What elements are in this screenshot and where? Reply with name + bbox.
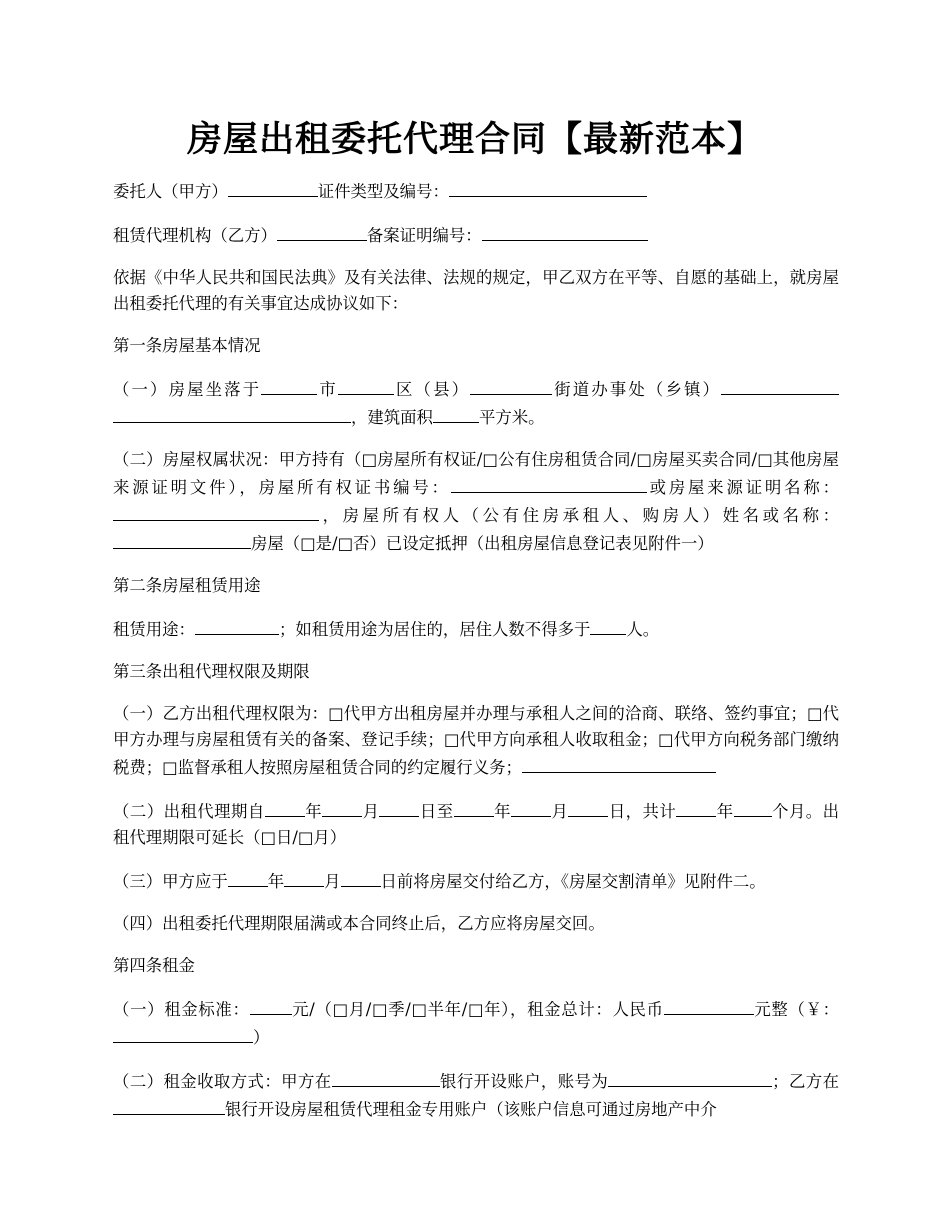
blank-field (758, 797, 772, 817)
blank-field (332, 1067, 440, 1087)
blank-field (616, 753, 716, 773)
blank-field (338, 375, 394, 395)
blank-field (113, 403, 351, 423)
preamble-paragraph: 依据《中华人民共和国民法典》及有关法律、法规的规定，甲乙双方在平等、自愿的基础上，就房屋出租委托代理的有关事宜达成协议如下： (113, 268, 839, 313)
blank-field (228, 177, 318, 197)
section-heading-1: 第一条房屋基本情况 (113, 336, 261, 355)
blank-field (379, 797, 419, 817)
blank-field (261, 375, 317, 395)
section-heading-4: 第四条租金 (113, 956, 195, 975)
blank-field (511, 797, 551, 817)
blank-field (250, 995, 292, 1015)
clause-3-3: （三）甲方应于 年 月 日前将房屋交付给乙方，《房屋交割清单》见附件二。 (113, 867, 839, 895)
clause-3-4: （四）出租委托代理期限届满或本合同终止后，乙方应将房屋交回。 (113, 914, 605, 933)
clause-2: 租赁用途： ；如租赁用途为居住的，居住人数不得多于 人。 (113, 615, 839, 643)
blank-field (449, 177, 647, 197)
blank-field (734, 797, 758, 817)
blank-field (522, 753, 616, 773)
document-body (113, 177, 839, 1139)
blank-field (228, 867, 268, 887)
blank-field (454, 797, 494, 817)
principal-line: 委托人（甲方） 证件类型及编号： (113, 177, 839, 205)
blank-field (195, 615, 279, 635)
document-title: 房屋出租委托代理合同【最新范本】 (186, 119, 763, 160)
clause-3-1: （一）乙方出租代理权限为：□代甲方出租房屋并办理与承租人之间的洽商、联络、签约事宜；□代甲方办理与房屋租赁有关的备案、登记手续；□代甲方向承租人收取租金；□代甲方向税务部门缴纳税费；□监督承租人按照房屋租赁合同的约定履行义务； (113, 704, 839, 777)
blank-field (676, 797, 716, 817)
blank-field (113, 1023, 253, 1043)
blank-field (113, 1095, 225, 1115)
clause-4-2: （二）租金收取方式：甲方在 银行开设账户，账号为 ；乙方在银行开设房屋租赁代理租金专用账户（该账户信息可通过房地产中介 (113, 1067, 839, 1123)
section-heading-2: 第二条房屋租赁用途 (113, 576, 261, 595)
blank-field (568, 797, 608, 817)
agent-line: 租赁代理机构（乙方） 备案证明编号： (113, 221, 839, 249)
blank-field (470, 375, 552, 395)
blank-field (113, 529, 251, 549)
blank-field (265, 797, 305, 817)
clause-1-2: （二）房屋权属状况：甲方持有（□房屋所有权证/□公有住房租赁合同/□房屋买卖合同/□其他房屋来源证明文件），房屋所有权证书编号： 或房屋来源证明名称：，房屋所有权人（公有住房承租人、购房人）姓名或名称：房屋（□是/□否）已设定抵押（出租房屋信息登记表见附件一） (113, 450, 839, 553)
blank-field (341, 867, 381, 887)
blank-field (113, 501, 319, 521)
blank-field (721, 375, 839, 395)
blank-field (277, 221, 367, 241)
blank-field (664, 995, 754, 1015)
blank-field (482, 221, 648, 241)
clause-3-2: （二）出租代理期自 年 月 日至 年 月 日，共计 年 个月。出租代理期限可延长（□日/□月） (113, 797, 839, 851)
blank-field (608, 1067, 772, 1087)
clause-4-1: （一）租金标准： 元/（□月/□季/□半年/□年），租金总计：人民币 元整（￥：） (113, 995, 839, 1051)
blank-field (284, 867, 324, 887)
clause-1-1: （一）房屋坐落于 市 区（县） 街道办事处（乡镇），建筑面积 平方米。 (113, 375, 839, 431)
blank-field (590, 615, 626, 635)
blank-field (451, 473, 647, 493)
section-heading-3: 第三条出租代理权限及期限 (113, 662, 310, 681)
blank-field (322, 797, 362, 817)
blank-field (433, 403, 479, 423)
